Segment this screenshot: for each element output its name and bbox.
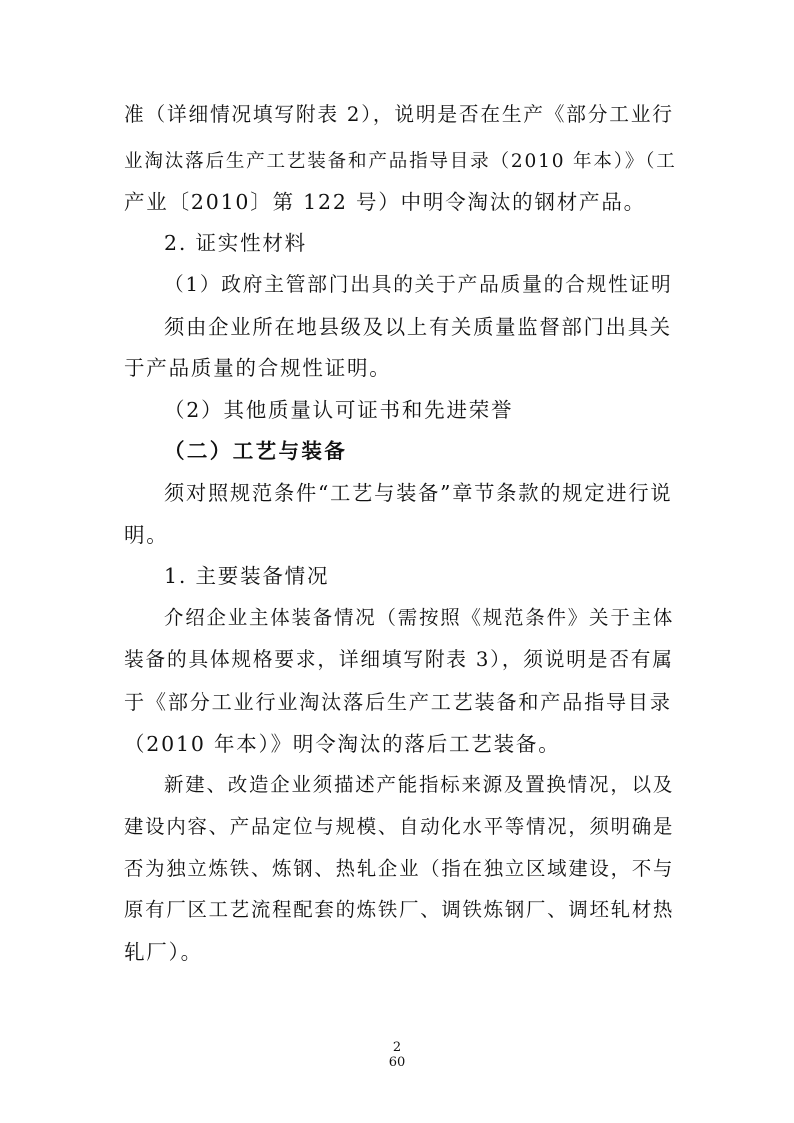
paragraph-line: 介绍企业主体装备情况（需按照《规范条件》关于主体 bbox=[164, 606, 675, 629]
paragraph-line: 装备的具体规格要求，详细填写附表 3），须说明是否有属 bbox=[124, 648, 674, 671]
paragraph-line: （2010 年本）》明令淘汰的落后工艺装备。 bbox=[124, 732, 561, 756]
paragraph-line: 轧厂）。 bbox=[124, 940, 203, 964]
paragraph-line: 须对照规范条件“工艺与装备”章节条款的规定进行说 bbox=[164, 481, 673, 505]
paragraph-line: 原有厂区工艺流程配套的炼铁厂、调铁炼钢厂、调坯轧材热 bbox=[124, 898, 675, 921]
section-page-number: 2 bbox=[392, 1040, 402, 1055]
item-title: （1）政府主管部门出具的关于产品质量的合规性证明 bbox=[164, 273, 673, 296]
section-heading: （二）工艺与装备 bbox=[164, 439, 348, 463]
paragraph-line: 于产品质量的合规性证明。 bbox=[124, 356, 392, 380]
overall-page-number: 60 bbox=[388, 1055, 406, 1070]
item-title: （2）其他质量认可证书和先进荣誉 bbox=[164, 398, 514, 422]
subsection-title: 1. 主要装备情况 bbox=[164, 564, 330, 588]
paragraph-line: 须由企业所在地县级及以上有关质量监督部门出具关 bbox=[164, 315, 672, 339]
paragraph-line: 否为独立炼铁、炼钢、热轧企业（指在独立区域建设，不与 bbox=[124, 857, 675, 880]
paragraph-line: 新建、改造企业须描述产能指标来源及置换情况，以及 bbox=[164, 773, 675, 796]
paragraph-line: 准（详细情况填写附表 2），说明是否在生产《部分工业行 bbox=[124, 103, 674, 126]
paragraph-line: 明。 bbox=[124, 523, 169, 547]
paragraph-line: 业淘汰落后生产工艺装备和产品指导目录（2010 年本）》（工 bbox=[124, 151, 677, 172]
paragraph-line: 建设内容、产品定位与规模、自动化水平等情况，须明确是 bbox=[124, 815, 675, 838]
paragraph-line: 产业〔2010〕第 122 号）中明令淘汰的钢材产品。 bbox=[124, 190, 646, 214]
paragraph-line: 于《部分工业行业淘汰落后生产工艺装备和产品指导目录 bbox=[124, 690, 672, 714]
subsection-title: 2. 证实性材料 bbox=[164, 231, 307, 255]
